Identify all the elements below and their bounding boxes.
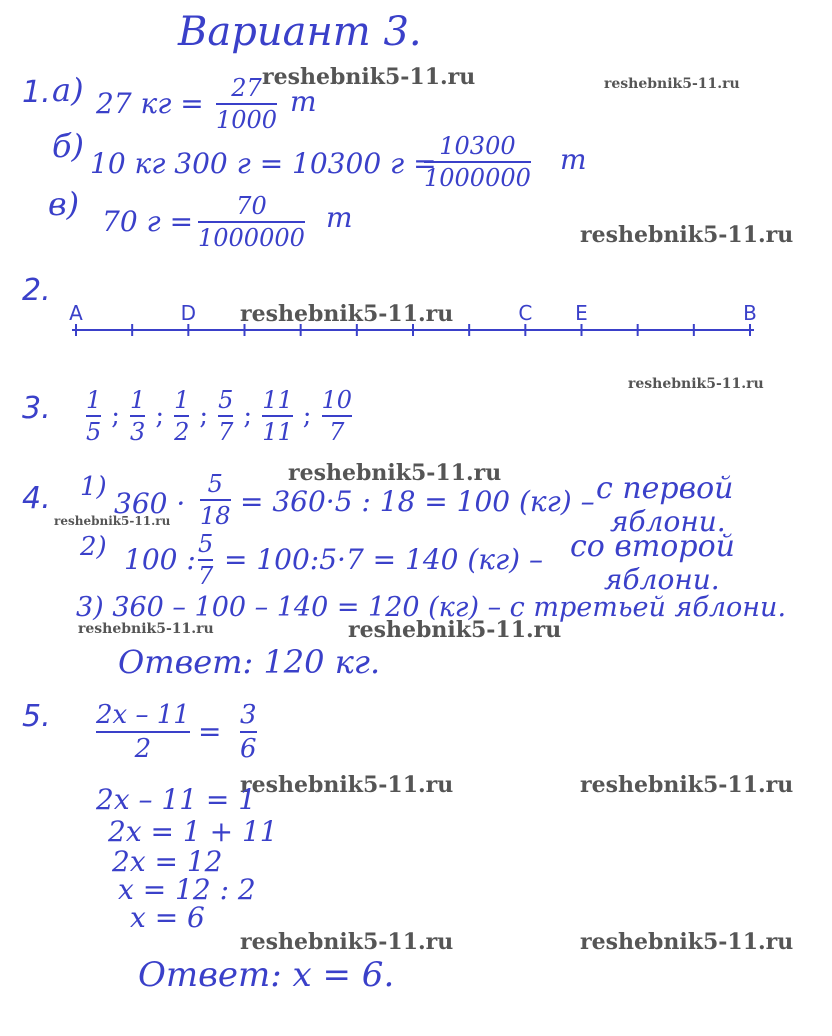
fraction-bar xyxy=(174,415,189,417)
denominator: 7 xyxy=(218,418,234,446)
numerator: 1 xyxy=(86,386,102,414)
step-note: со второй xyxy=(570,529,735,564)
fraction-bar xyxy=(322,415,353,417)
unit: т xyxy=(560,143,587,176)
watermark: reshebnik5-11.ru xyxy=(348,617,562,643)
number-line xyxy=(0,300,832,360)
equation-lhs: 27 кг = xyxy=(96,87,204,120)
denominator: 2 xyxy=(134,734,152,764)
watermark: reshebnik5-11.ru xyxy=(580,222,794,248)
fraction-bar xyxy=(198,559,213,561)
step-expression: = 100:5·7 = 140 (кг) – xyxy=(224,543,543,576)
step-note: яблони. xyxy=(610,505,726,538)
denominator: 2 xyxy=(174,418,190,446)
watermark: reshebnik5-11.ru xyxy=(628,376,764,392)
task-number: 5. xyxy=(22,699,51,734)
numerator: 5 xyxy=(207,470,223,498)
item-label: в) xyxy=(48,185,80,223)
equation-lhs: 70 г = xyxy=(102,205,194,238)
step-expression: 360 – 100 – 140 = 120 (кг) – с третьей яблони. xyxy=(112,592,787,623)
fraction-bar xyxy=(198,221,305,223)
answer: Ответ: x = 6. xyxy=(138,955,395,995)
fraction xyxy=(200,472,231,528)
denominator: 1000000 xyxy=(198,224,305,252)
step-3 xyxy=(76,594,786,621)
task-number: 1. xyxy=(22,75,51,110)
fraction-bar xyxy=(86,415,101,417)
numerator: 2x – 11 xyxy=(96,700,190,730)
unit: т xyxy=(326,201,353,234)
numerator: 27 xyxy=(231,74,262,102)
denominator: 6 xyxy=(240,734,257,764)
watermark: reshebnik5-11.ru xyxy=(240,772,454,798)
denominator: 7 xyxy=(198,562,214,590)
fraction-bar xyxy=(424,161,531,163)
fraction-bar xyxy=(240,731,257,733)
denominator: 5 xyxy=(86,418,102,446)
point-label: A xyxy=(69,301,83,325)
solution-line: x = 12 : 2 xyxy=(118,873,256,906)
numerator: 5 xyxy=(198,530,214,558)
denominator: 11 xyxy=(262,418,293,446)
numerator: 1 xyxy=(174,386,190,414)
point-label: D xyxy=(180,301,197,325)
watermark: reshebnik5-11.ru xyxy=(580,772,794,798)
separator: ; xyxy=(111,401,121,431)
task-number: 3. xyxy=(22,391,51,426)
separator: ; xyxy=(243,401,253,431)
task-number: 4. xyxy=(22,481,51,516)
fraction-bar xyxy=(262,415,293,417)
numerator: 3 xyxy=(240,700,257,730)
task-number: 2. xyxy=(22,273,51,308)
unit: т xyxy=(290,85,317,118)
step-label: 3) xyxy=(76,592,104,623)
separator: ; xyxy=(199,401,209,431)
numerator: 11 xyxy=(262,386,293,414)
solution-line: 2x = 12 xyxy=(112,845,223,878)
solution-line: 2x = 1 + 11 xyxy=(108,815,278,848)
numerator: 10300 xyxy=(439,132,516,160)
fraction xyxy=(262,388,293,444)
fraction-list xyxy=(86,388,352,444)
step-label: 2) xyxy=(80,532,107,562)
watermark: reshebnik5-11.ru xyxy=(288,460,502,486)
watermark: reshebnik5-11.ru xyxy=(240,929,454,955)
point-label: E xyxy=(575,301,588,325)
point-label: B xyxy=(743,301,757,325)
fraction xyxy=(86,388,101,444)
equation-lhs: 10 кг 300 г = 10300 г = xyxy=(90,147,437,180)
fraction xyxy=(130,388,145,444)
step-expression: = 360·5 : 18 = 100 (кг) – xyxy=(240,485,595,518)
denominator: 18 xyxy=(200,502,231,530)
denominator: 3 xyxy=(130,418,146,446)
denominator: 1000000 xyxy=(424,164,531,192)
fraction-bar xyxy=(96,731,190,733)
numerator: 70 xyxy=(236,192,267,220)
watermark: reshebnik5-11.ru xyxy=(78,621,214,637)
separator: ; xyxy=(155,401,165,431)
fraction xyxy=(198,532,213,588)
step-expression: 100 : xyxy=(124,543,196,576)
numerator: 5 xyxy=(218,386,234,414)
fraction-bar xyxy=(218,415,233,417)
fraction xyxy=(174,388,189,444)
watermark: reshebnik5-11.ru xyxy=(604,76,740,92)
solution-line: 2x – 11 = 1 xyxy=(96,783,257,816)
solution-line: x = 6 xyxy=(130,901,205,934)
fraction xyxy=(198,194,305,250)
watermark: reshebnik5-11.ru xyxy=(262,64,476,90)
fraction xyxy=(322,388,353,444)
fraction xyxy=(240,702,257,762)
fraction xyxy=(96,702,190,762)
answer: Ответ: 120 кг. xyxy=(118,643,381,681)
watermark: reshebnik5-11.ru xyxy=(580,929,794,955)
denominator: 1000 xyxy=(216,106,278,134)
item-label: а) xyxy=(52,71,84,109)
numerator: 10 xyxy=(321,386,353,414)
watermark: reshebnik5-11.ru xyxy=(54,514,171,528)
fraction xyxy=(218,388,233,444)
fraction xyxy=(216,76,277,132)
fraction xyxy=(424,134,531,190)
numerator: 1 xyxy=(130,386,146,414)
item-label: б) xyxy=(52,127,85,165)
fraction-bar xyxy=(200,499,231,501)
step-note: яблони. xyxy=(604,563,720,596)
denominator: 7 xyxy=(329,418,345,446)
fraction-bar xyxy=(216,103,277,105)
step-expression: 360 · xyxy=(114,487,186,520)
page-title: Вариант 3. xyxy=(178,9,422,55)
watermark: reshebnik5-11.ru xyxy=(240,301,454,327)
equals-sign: = xyxy=(198,715,222,748)
point-label: C xyxy=(518,301,533,325)
step-note: с первой xyxy=(596,471,734,506)
fraction-bar xyxy=(130,415,145,417)
separator: ; xyxy=(302,401,312,431)
step-label: 1) xyxy=(80,472,107,502)
